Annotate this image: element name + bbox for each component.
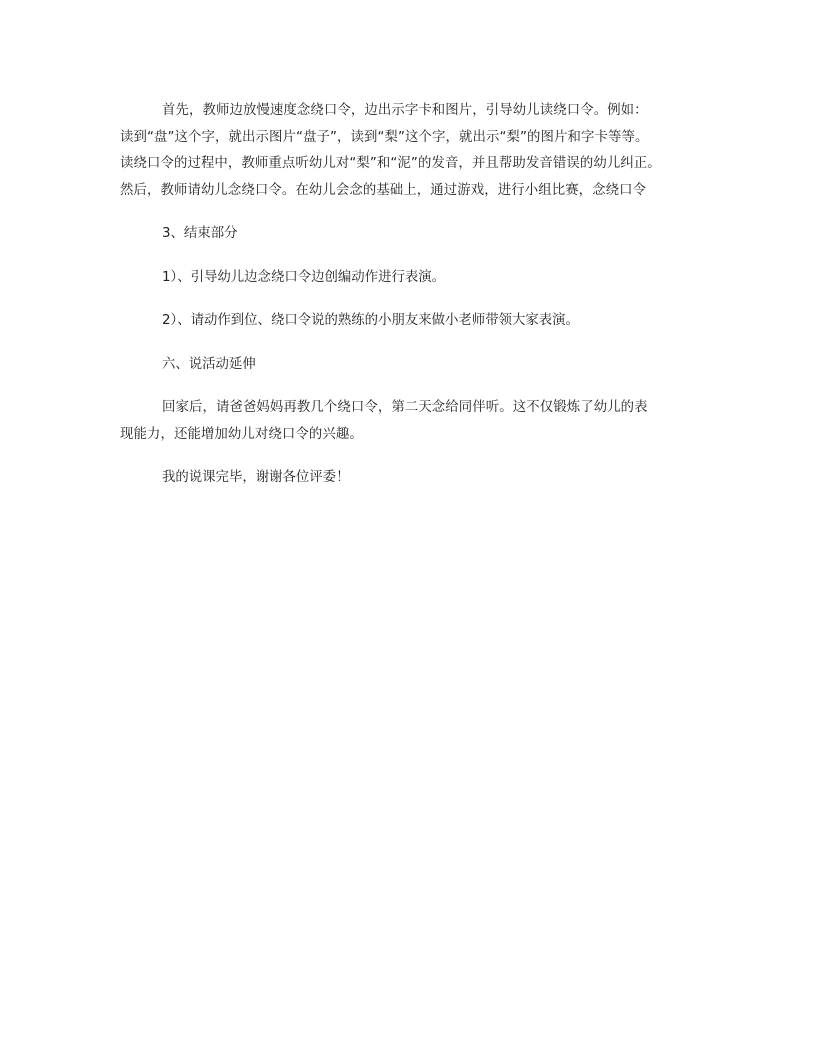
paragraph-line: 回家后，请爸爸妈妈再教几个绕口令，第二天念给同伴听。这不仅锻炼了幼儿的表 — [162, 400, 648, 415]
document-body — [120, 98, 700, 509]
paragraph-line: 然后，教师请幼儿念绕口令。在幼儿会念的基础上，通过游戏，进行小组比赛，念绕口令 — [120, 182, 647, 198]
list-item: 1）、引导幼儿边念绕口令边创编动作进行表演。 — [162, 269, 446, 285]
closing-remark: 我的说课完毕，谢谢各位评委！ — [162, 470, 350, 485]
paragraph-line: 首先，教师边放慢速度念绕口令，边出示字卡和图片，引导幼儿读绕口令。例如： — [162, 103, 648, 118]
paragraph-line: 读到“盘”这个字，就出示图片“盘子”，读到“梨”这个字，就出示“梨”的图片和字卡等等。 — [120, 129, 649, 145]
list-item: 2）、请动作到位、绕口令说的熟练的小朋友来做小老师带领大家表演。 — [162, 313, 579, 328]
section-heading-extension: 六、说活动延伸 — [162, 356, 256, 372]
paragraph-line: 读绕口令的过程中，教师重点听幼儿对“梨”和“泥”的发音，并且帮助发音错误的幼儿纠正。 — [120, 156, 661, 171]
paragraph-line: 现能力，还能增加幼儿对绕口令的兴趣。 — [120, 426, 363, 442]
section-heading-ending: 3、结束部分 — [162, 226, 238, 241]
paragraph-teaching-process — [120, 98, 700, 204]
paragraph-extension — [120, 395, 700, 448]
